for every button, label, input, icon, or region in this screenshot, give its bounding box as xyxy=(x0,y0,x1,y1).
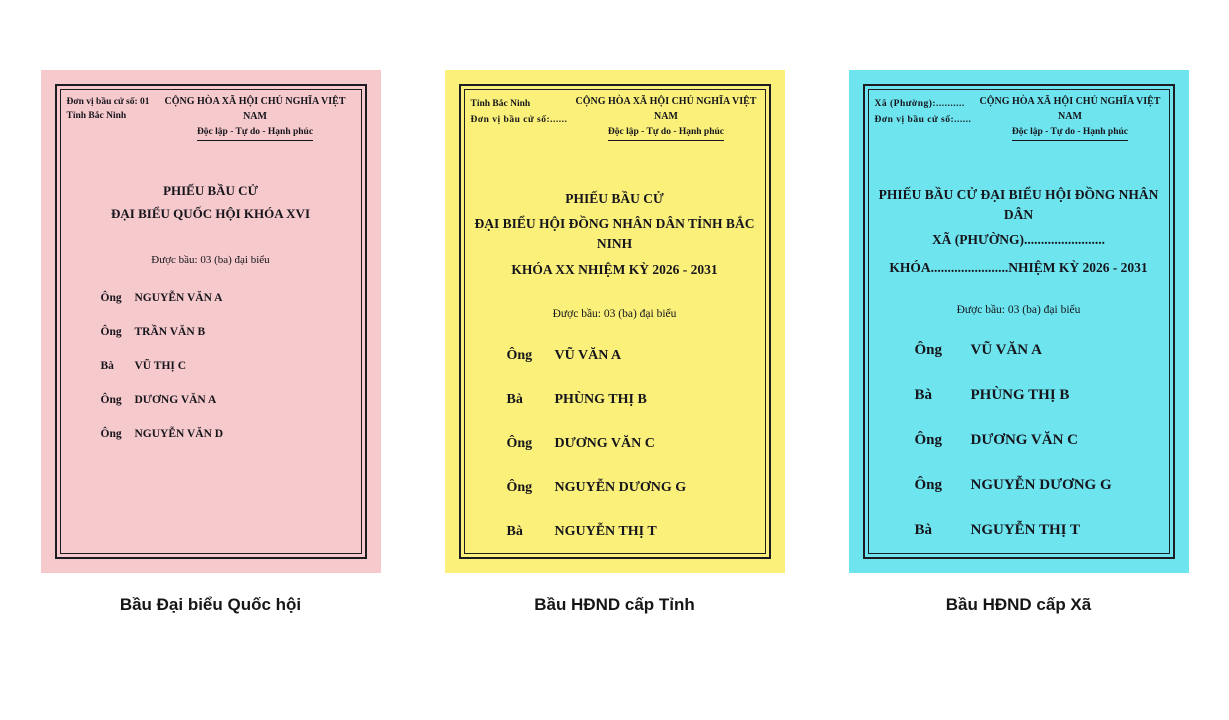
ballot-title-line-3: KHÓA XX NHIỆM KỲ 2026 - 2031 xyxy=(511,261,718,277)
candidate-honorific: Ông xyxy=(100,427,122,440)
candidate-honorific: Ông xyxy=(506,435,533,451)
ballot-title-line-2: ĐẠI BIỂU QUỐC HỘI KHÓA XVI xyxy=(111,206,310,222)
candidate-honorific: Ông xyxy=(506,479,533,495)
candidate-honorific: Ông xyxy=(100,393,122,406)
candidate-name: VŨ VĂN A xyxy=(970,341,1042,358)
commune-name: Xã (Phường):.......... xyxy=(874,99,965,109)
candidate-row[interactable] xyxy=(915,477,1163,494)
candidate-row[interactable] xyxy=(101,428,355,440)
candidate-list xyxy=(67,292,355,440)
candidate-name: VŨ VĂN A xyxy=(554,347,622,363)
candidate-honorific: Ông xyxy=(100,325,122,338)
candidate-row[interactable] xyxy=(507,480,759,496)
national-motto-slogan: Độc lập - Tự do - Hạnh phúc xyxy=(1012,126,1128,141)
candidate-honorific: Ông xyxy=(100,291,122,304)
candidate-name: NGUYỄN THỊ T xyxy=(970,521,1080,538)
ballot-title-line-2: ĐẠI BIỂU HỘI ĐỒNG NHÂN DÂN TỈNH BẮC NINH xyxy=(474,216,755,252)
candidate-row[interactable] xyxy=(915,432,1163,449)
ballot-paper-province-council xyxy=(445,70,785,573)
ballot-title-line-1: PHIẾU BẦU CỬ xyxy=(163,182,258,198)
seats-to-elect: Được bầu: 03 (ba) đại biểu xyxy=(151,253,270,266)
constituency-number: Đơn vị bầu cử số: 01 xyxy=(66,97,150,107)
candidate-row[interactable] xyxy=(915,387,1163,404)
seats-to-elect: Được bầu: 03 (ba) đại biểu xyxy=(552,307,677,320)
ballot-title-line-3: KHÓA.......................NHIỆM KỲ 2026 - 2031 xyxy=(889,259,1148,275)
candidate-row[interactable] xyxy=(915,342,1163,359)
candidate-honorific: Ông xyxy=(914,431,943,448)
ballot-header xyxy=(471,95,759,141)
ballot-title xyxy=(875,185,1163,278)
national-motto-slogan: Độc lập - Tự do - Hạnh phúc xyxy=(608,126,724,141)
candidate-honorific: Bà xyxy=(506,523,523,539)
constituency-number: Đơn vị bầu cử số:...... xyxy=(470,115,568,126)
province-name: Tỉnh Bắc Ninh xyxy=(470,99,531,109)
national-motto-country: CỘNG HÒA XÃ HỘI CHỦ NGHĨA VIỆT NAM xyxy=(575,96,757,122)
constituency-number: Đơn vị bầu cử số:...... xyxy=(874,115,972,126)
candidate-honorific: Ông xyxy=(914,476,943,493)
candidate-name: TRẦN VĂN B xyxy=(134,325,206,338)
candidate-row[interactable] xyxy=(507,392,759,408)
ballot-card-commune-council xyxy=(849,70,1189,615)
candidate-name: NGUYỄN THỊ T xyxy=(554,523,657,539)
candidate-honorific: Bà xyxy=(506,391,523,407)
candidate-name: NGUYỄN VĂN D xyxy=(134,427,224,440)
candidate-name: NGUYỄN VĂN A xyxy=(134,291,223,304)
ballot-title xyxy=(67,181,355,224)
ballot-card-national-assembly xyxy=(41,70,381,615)
candidate-name: DƯƠNG VĂN C xyxy=(970,431,1078,448)
candidate-name: PHÙNG THỊ B xyxy=(970,386,1070,403)
candidate-honorific: Bà xyxy=(914,521,933,538)
ballot-header xyxy=(67,95,355,141)
candidate-row[interactable] xyxy=(101,292,355,304)
candidate-row[interactable] xyxy=(507,436,759,452)
candidate-honorific: Bà xyxy=(914,386,933,403)
national-motto-country: CỘNG HÒA XÃ HỘI CHỦ NGHĨA VIỆT NAM xyxy=(979,96,1161,122)
candidate-list xyxy=(875,342,1163,539)
candidate-name: PHÙNG THỊ B xyxy=(554,391,647,407)
ballot-title-line-2: XÃ (PHƯỜNG)........................ xyxy=(931,232,1106,248)
ballot-paper-national-assembly xyxy=(41,70,381,573)
candidate-row[interactable] xyxy=(915,522,1163,539)
candidate-name: NGUYỄN DƯƠNG G xyxy=(970,476,1112,493)
ballot-paper-commune-council xyxy=(849,70,1189,573)
candidate-row[interactable] xyxy=(507,524,759,540)
candidate-honorific: Bà xyxy=(100,359,114,372)
candidate-honorific: Ông xyxy=(506,347,533,363)
candidate-row[interactable] xyxy=(101,360,355,372)
candidate-name: NGUYỄN DƯƠNG G xyxy=(554,479,687,495)
national-motto-slogan: Độc lập - Tự do - Hạnh phúc xyxy=(197,126,313,141)
candidate-honorific: Ông xyxy=(914,341,943,358)
candidate-row[interactable] xyxy=(101,394,355,406)
province-name: Tỉnh Bắc Ninh xyxy=(66,110,127,121)
ballot-caption-national-assembly: Bầu Đại biểu Quốc hội xyxy=(119,595,302,614)
ballot-header xyxy=(875,95,1163,141)
national-motto-country: CỘNG HÒA XÃ HỘI CHỦ NGHĨA VIỆT NAM xyxy=(164,96,346,122)
candidate-row[interactable] xyxy=(507,348,759,364)
candidate-list xyxy=(471,348,759,540)
ballot-title xyxy=(471,189,759,280)
candidate-row[interactable] xyxy=(101,326,355,338)
ballot-title-line-1: PHIẾU BẦU CỬ xyxy=(565,190,664,206)
candidate-name: VŨ THỊ C xyxy=(134,359,187,372)
seats-to-elect: Được bầu: 03 (ba) đại biểu xyxy=(956,303,1081,316)
ballot-title-line-1: PHIẾU BẦU CỬ ĐẠI BIỂU HỘI ĐỒNG NHÂN DÂN xyxy=(878,186,1159,223)
candidate-name: DƯƠNG VĂN C xyxy=(554,435,655,451)
ballot-caption-province-council: Bầu HĐND cấp Tỉnh xyxy=(534,595,695,614)
candidate-name: DƯƠNG VĂN A xyxy=(134,393,217,406)
ballot-caption-commune-council: Bầu HĐND cấp Xã xyxy=(945,595,1092,614)
ballot-card-province-council xyxy=(445,70,785,615)
